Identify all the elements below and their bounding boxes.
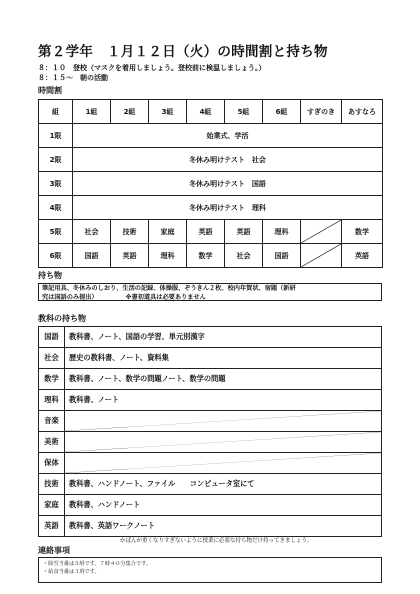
class-cell: 理科	[149, 244, 187, 268]
header-cell: 4組	[187, 100, 225, 124]
subject-label: 音楽	[39, 411, 65, 432]
class-cell: 英語	[111, 244, 149, 268]
class-cell: 技術	[111, 220, 149, 244]
subject-label: 美術	[39, 432, 65, 453]
class-cell: 社会	[225, 244, 263, 268]
class-cell: 数学	[187, 244, 225, 268]
class-cell: 国語	[263, 244, 301, 268]
timetable-row	[39, 196, 383, 220]
class-cell: 家庭	[149, 220, 187, 244]
schedule-line-arrival: ８：１０ 登校（マスクを着用しましょう。登校前に検温しましょう。）	[38, 64, 266, 72]
class-cell: 数学	[342, 220, 383, 244]
timetable-row	[39, 124, 383, 148]
empty-slashed-cell	[65, 432, 382, 453]
period-label: 2限	[39, 148, 73, 172]
contact-heading: 連絡事項	[38, 546, 70, 555]
subject-items: 教科書、ノート、国語の学習、単元別漢字	[65, 327, 382, 348]
belongings-text: 筆記用具、冬休みのしおり、生活の記録、体操服、ぞうきん２枚、校内年賀状、宿題（新研	[42, 285, 296, 292]
subject-label: 保体	[39, 453, 65, 474]
materials-row	[39, 390, 382, 411]
subject-items: 歴史の教科書、ノート、資料集	[65, 348, 382, 369]
materials-row	[39, 516, 382, 537]
empty-slashed-cell	[65, 411, 382, 432]
subject-label: 社会	[39, 348, 65, 369]
schedule-line-morning: ８：１５～ 朝の活動	[38, 74, 108, 82]
header-cell: あすなろ	[342, 100, 383, 124]
materials-row	[39, 411, 382, 432]
merged-cell: 冬休み明けテスト 社会	[73, 148, 383, 172]
header-cell: 5組	[225, 100, 263, 124]
header-cell: 3組	[149, 100, 187, 124]
class-cell: 社会	[73, 220, 111, 244]
subject-items: 教科書、ハンドノート、ファイル コンピュータ室にて	[65, 474, 382, 495]
merged-cell: 冬休み明けテスト 国語	[73, 172, 383, 196]
header-cell: 組	[39, 100, 73, 124]
period-label: 4限	[39, 196, 73, 220]
timetable-row	[39, 220, 383, 244]
period-label: 5限	[39, 220, 73, 244]
empty-slashed-cell	[301, 220, 342, 244]
subject-label: 技術	[39, 474, 65, 495]
timetable	[38, 99, 383, 268]
materials-row	[39, 495, 382, 516]
timetable-header-row	[39, 100, 383, 124]
subject-label: 家庭	[39, 495, 65, 516]
period-label: 1限	[39, 124, 73, 148]
merged-cell: 始業式、学活	[73, 124, 383, 148]
class-cell: 理科	[263, 220, 301, 244]
subject-label: 理科	[39, 390, 65, 411]
subject-items: 教科書、英語ワークノート	[65, 516, 382, 537]
subject-label: 数学	[39, 369, 65, 390]
class-cell: 英語	[342, 244, 383, 268]
empty-slashed-cell	[65, 453, 382, 474]
materials-table	[38, 326, 382, 537]
class-cell: 英語	[225, 220, 263, 244]
page-title: 第２学年 １月１２日（火）の時間割と持ち物	[38, 44, 328, 60]
materials-row	[39, 327, 382, 348]
subject-label: 英語	[39, 516, 65, 537]
contact-line: ・除雪当番は５組です。７時４０分集合です。	[43, 561, 152, 567]
materials-note: かばんが重くなりすぎないように授業に必要な持ち物だけ持ってきましょう。	[120, 538, 313, 544]
subject-items: 教科書、ハンドノート	[65, 495, 382, 516]
materials-row	[39, 453, 382, 474]
materials-heading: 教科の持ち物	[38, 314, 86, 323]
period-label: 6限	[39, 244, 73, 268]
contact-line: ・給食当番は３班です。	[43, 569, 100, 575]
timetable-row	[39, 244, 383, 268]
belongings-box	[38, 283, 382, 301]
subject-label: 国語	[39, 327, 65, 348]
header-cell: すぎのき	[301, 100, 342, 124]
class-cell: 国語	[73, 244, 111, 268]
materials-row	[39, 474, 382, 495]
belongings-heading: 持ち物	[38, 271, 62, 280]
period-label: 3限	[39, 172, 73, 196]
materials-row	[39, 348, 382, 369]
materials-row	[39, 432, 382, 453]
subject-items: 教科書、ノート、数学の問題ノート、数学の問題	[65, 369, 382, 390]
contact-box	[38, 557, 382, 583]
subject-items: 教科書、ノート	[65, 390, 382, 411]
timetable-row	[39, 148, 383, 172]
header-cell: 2組	[111, 100, 149, 124]
timetable-row	[39, 172, 383, 196]
timetable-heading: 時間割	[38, 86, 62, 95]
merged-cell: 冬休み明けテスト 理科	[73, 196, 383, 220]
materials-row	[39, 369, 382, 390]
header-cell: 1組	[73, 100, 111, 124]
class-cell: 英語	[187, 220, 225, 244]
header-cell: 6組	[263, 100, 301, 124]
belongings-text: 究は国語のみ提出） ※書初道具は必要ありません	[42, 293, 206, 301]
empty-slashed-cell	[301, 244, 342, 268]
